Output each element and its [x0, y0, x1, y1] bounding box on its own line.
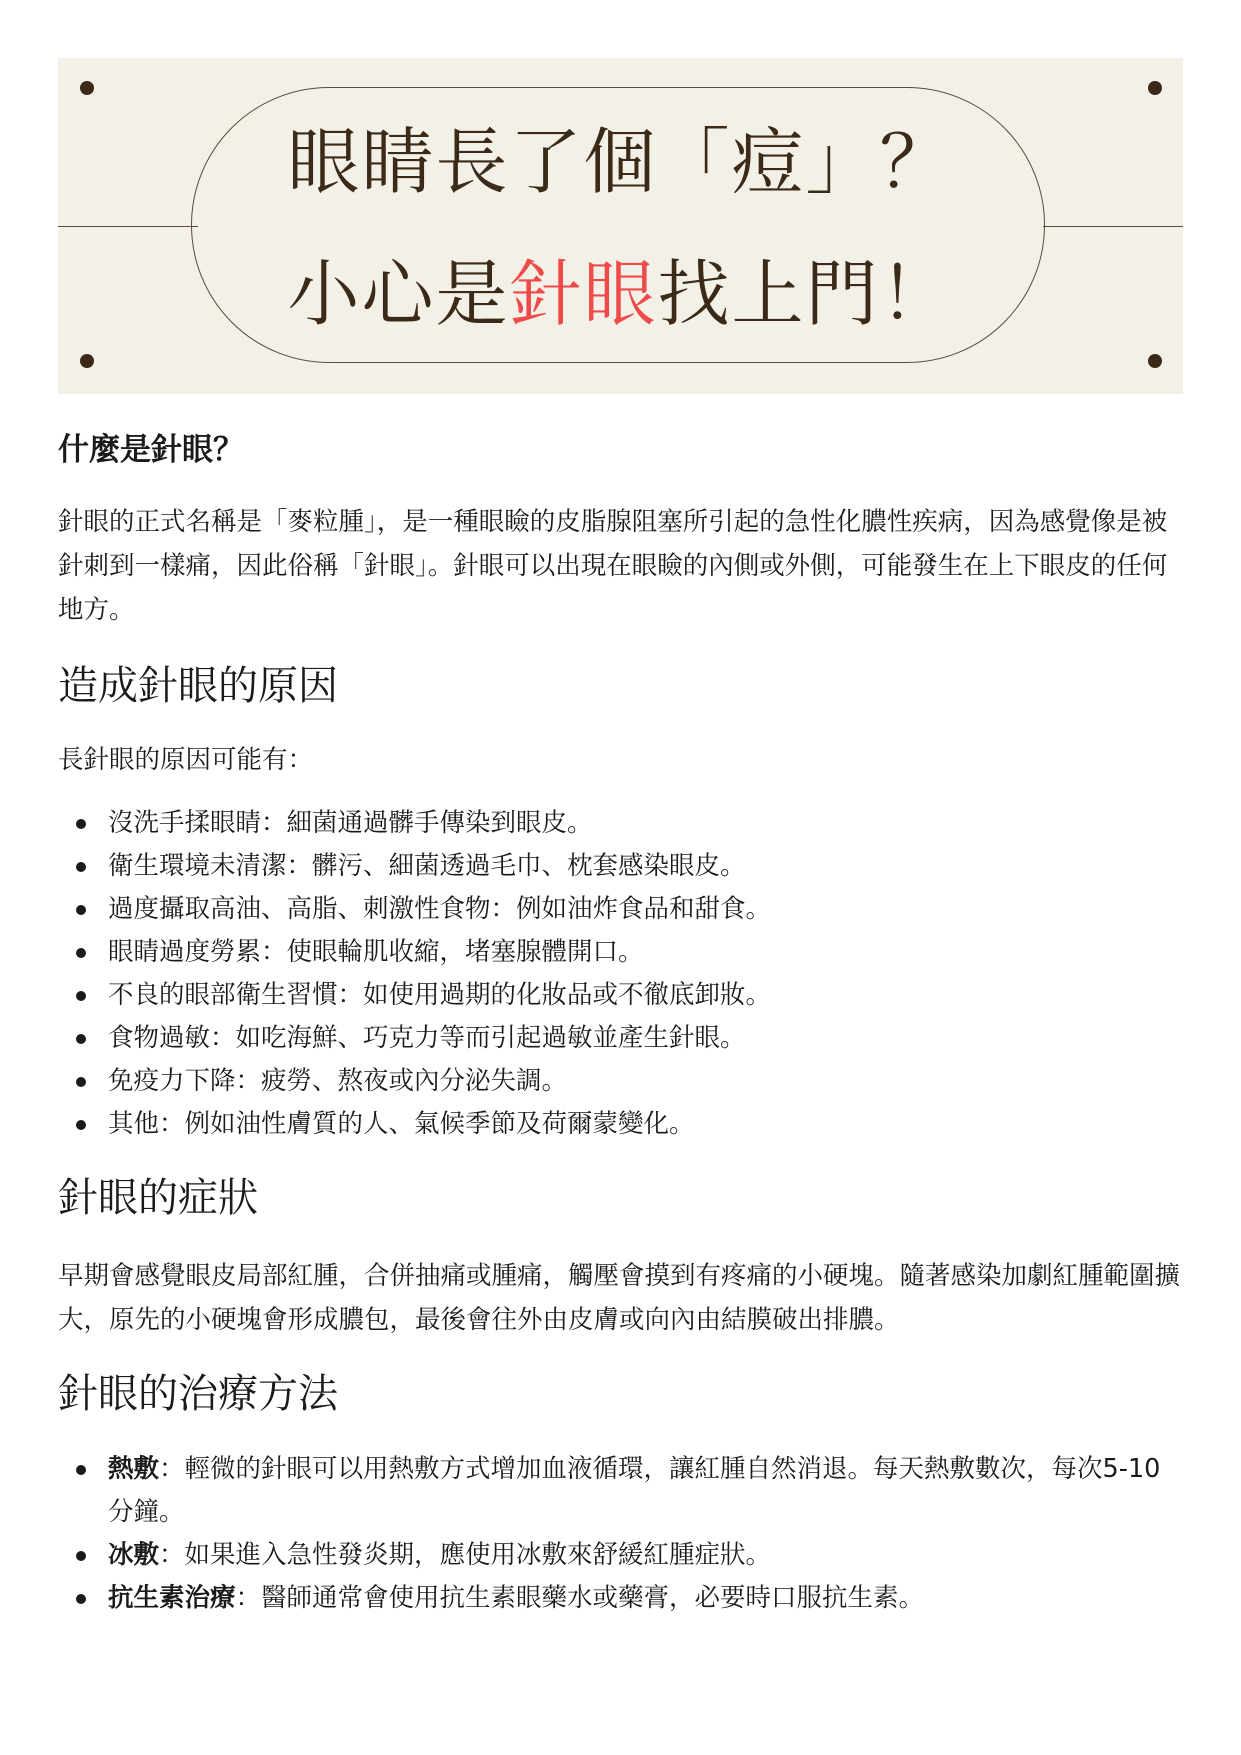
banner-dot-top-right: [1148, 81, 1162, 95]
treatment-list: [58, 1448, 1183, 1620]
causes-list: [58, 802, 1183, 1146]
what-is-body: 針眼的正式名稱是「麥粒腫」，是一種眼瞼的皮脂腺阻塞所引起的急性化膿性疾病，因為感覺像是被針刺到一樣痛，因此俗稱「針眼」。針眼可以出現在眼瞼的內側或外側，可能發生在上下眼皮的任何地方。: [58, 507, 1168, 626]
list-item: [58, 931, 1183, 974]
list-item: [58, 1448, 1183, 1534]
list-item-text: 沒洗手揉眼睛：細菌通過髒手傳染到眼皮。: [108, 808, 593, 839]
article-content: [58, 430, 1183, 1620]
bullet-icon: [76, 819, 86, 829]
bullet-icon: [76, 1120, 86, 1130]
banner-dot-bottom-right: [1148, 354, 1162, 368]
list-item-text: 不良的眼部衛生習慣：如使用過期的化妝品或不徹底卸妝。: [108, 980, 772, 1011]
bullet-icon: [76, 1034, 86, 1044]
list-item: [58, 802, 1183, 845]
bullet-icon: [76, 1077, 86, 1087]
list-item-text: 免疫力下降：疲勞、熬夜或內分泌失調。: [108, 1066, 568, 1097]
title-prefix: 小心是: [287, 252, 510, 336]
list-item: [58, 845, 1183, 888]
treatment-text: ：如果進入急性發炎期，應使用冰敷來舒緩紅腫症狀。: [159, 1540, 772, 1571]
causes-intro: 長針眼的原因可能有：: [58, 745, 314, 776]
list-item: [58, 974, 1183, 1017]
list-item-text: 衛生環境未清潔：髒污、細菌透過毛巾、枕套感染眼皮。: [108, 851, 746, 882]
title-accent: 針眼: [509, 252, 658, 336]
causes-heading: 造成針眼的原因: [58, 663, 338, 710]
list-item-text: 過度攝取高油、高脂、刺激性食物：例如油炸食品和甜食。: [108, 894, 772, 925]
list-item-text: 食物過敏：如吃海鮮、巧克力等而引起過敏並產生針眼。: [108, 1023, 746, 1054]
treatment-term: 熱敷: [108, 1454, 160, 1485]
page-title-line2: [58, 252, 1183, 336]
bullet-icon: [76, 991, 86, 1001]
list-item: [58, 1103, 1183, 1146]
treatment-term: 冰敷: [108, 1540, 160, 1571]
list-item: [58, 888, 1183, 931]
symptoms-heading: 針眼的症狀: [58, 1175, 258, 1222]
banner-dot-bottom-left: [80, 354, 94, 368]
treatment-text: ：醫師通常會使用抗生素眼藥水或藥膏，必要時口服抗生素。: [235, 1583, 925, 1614]
treatment-term: 抗生素治療: [108, 1583, 236, 1614]
title-suffix: 找上門！: [657, 252, 954, 336]
treatment-heading: 針眼的治療方法: [58, 1371, 338, 1418]
bullet-icon: [76, 1551, 86, 1561]
treatment-text: ：輕微的針眼可以用熱敷方式增加血液循環，讓紅腫自然消退。每天熱敷數次，每次5-10分鐘。: [108, 1454, 1161, 1528]
banner-left-line: [58, 226, 198, 227]
symptoms-body: 早期會感覺眼皮局部紅腫，合併抽痛或腫痛，觸壓會摸到有疼痛的小硬塊。隨著感染加劇紅腫範圍擴大，原先的小硬塊會形成膿包，最後會往外由皮膚或向內由結膜破出排膿。: [58, 1261, 1181, 1336]
list-item-text: 其他：例如油性膚質的人、氣候季節及荷爾蒙變化。: [108, 1109, 695, 1140]
what-is-heading: 什麼是針眼？: [58, 432, 244, 468]
list-item: [58, 1534, 1183, 1577]
bullet-icon: [76, 1465, 86, 1475]
bullet-icon: [76, 905, 86, 915]
page-title-line1: 眼睛長了個「痘」？: [287, 120, 954, 204]
bullet-icon: [76, 1594, 86, 1604]
bullet-icon: [76, 862, 86, 872]
list-item: [58, 1577, 1183, 1620]
banner-dot-top-left: [80, 81, 94, 95]
list-item-text: 眼睛過度勞累：使眼輪肌收縮，堵塞腺體開口。: [108, 937, 644, 968]
bullet-icon: [76, 948, 86, 958]
title-banner: [58, 58, 1183, 394]
list-item: [58, 1017, 1183, 1060]
banner-right-line: [1043, 226, 1183, 227]
list-item: [58, 1060, 1183, 1103]
